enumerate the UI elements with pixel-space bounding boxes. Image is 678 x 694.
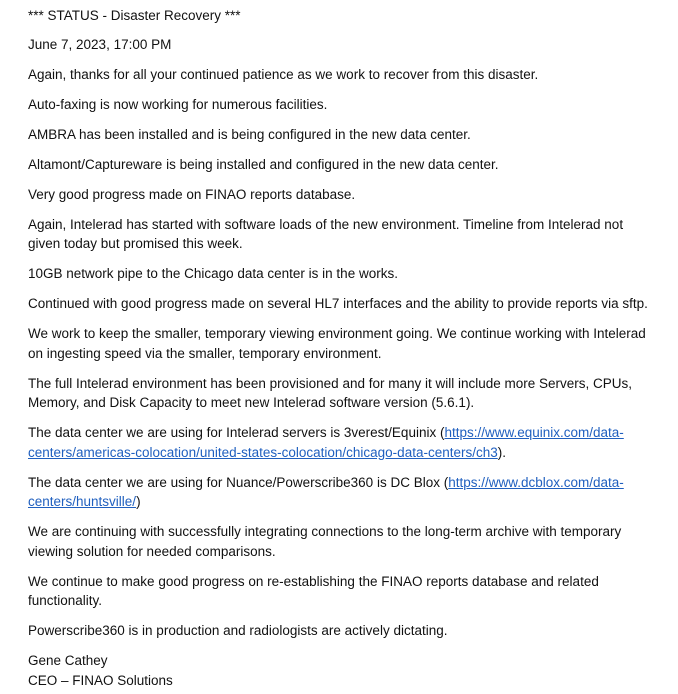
equinix-prefix: The data center we are using for Intelerad servers is 3verest/Equinix ( [28,425,445,440]
paragraph-archive: We are continuing with successfully integrating connections to the long-term archive with temporary viewing solution for needed comparisons. [28,524,622,559]
signature-title: CEO – FINAO Solutions [28,672,173,688]
paragraph-finao-reestablish: We continue to make good progress on re-establishing the FINAO reports database and related functionality. [28,573,599,608]
paragraph-dcblox [28,473,658,512]
paragraph-finao-db: Very good progress made on FINAO reports database. [28,186,356,202]
status-heading: *** STATUS - Disaster Recovery *** [28,8,241,23]
paragraph-intelerad-loads: Again, Intelerad has started with software loads of the new environment. Timeline from Intelerad not given today but promised this week. [28,216,624,251]
signature-name: Gene Cathey [28,653,108,668]
paragraph-full-env: The full Intelerad environment has been provisioned and for many it will include more Servers, CPUs, Memory, and Disk Capacity to meet new Intelerad software version (5.6.1). [28,375,633,410]
paragraph-network-pipe: 10GB network pipe to the Chicago data center is in the works. [28,266,398,281]
paragraph-temporary-env: We work to keep the smaller, temporary viewing environment going. We continue working with Intelerad on ingesting speed via the smaller, temporary environment. [28,326,646,361]
dcblox-link[interactable]: https://www.dcblox.com/data-centers/huntsville/ [28,474,624,509]
status-date: June 7, 2023, 17:00 PM [28,36,172,52]
paragraph-hl7: Continued with good progress made on several HL7 interfaces and the ability to provide reports via sftp. [28,296,648,311]
paragraph-auto-faxing: Auto-faxing is now working for numerous facilities. [28,96,328,112]
paragraph-equinix [28,423,658,462]
paragraph-powerscribe: Powerscribe360 is in production and radiologists are actively dictating. [28,623,448,638]
paragraph-altamont: Altamont/Captureware is being installed and configured in the new data center. [28,156,499,172]
equinix-link[interactable]: https://www.equinix.com/data-centers/americas-colocation/united-states-colocation/chicago-data-centers/ch3 [28,425,624,460]
signature [28,651,658,690]
paragraph-ambra: AMBRA has been installed and is being configured in the new data center. [28,126,471,142]
equinix-suffix: ). [497,444,506,460]
email-body [28,6,658,690]
paragraph-thanks: Again, thanks for all your continued patience as we work to recover from this disaster. [28,66,539,82]
dcblox-suffix: ) [136,494,141,509]
dcblox-prefix: The data center we are using for Nuance/Powerscribe360 is DC Blox ( [28,474,449,490]
